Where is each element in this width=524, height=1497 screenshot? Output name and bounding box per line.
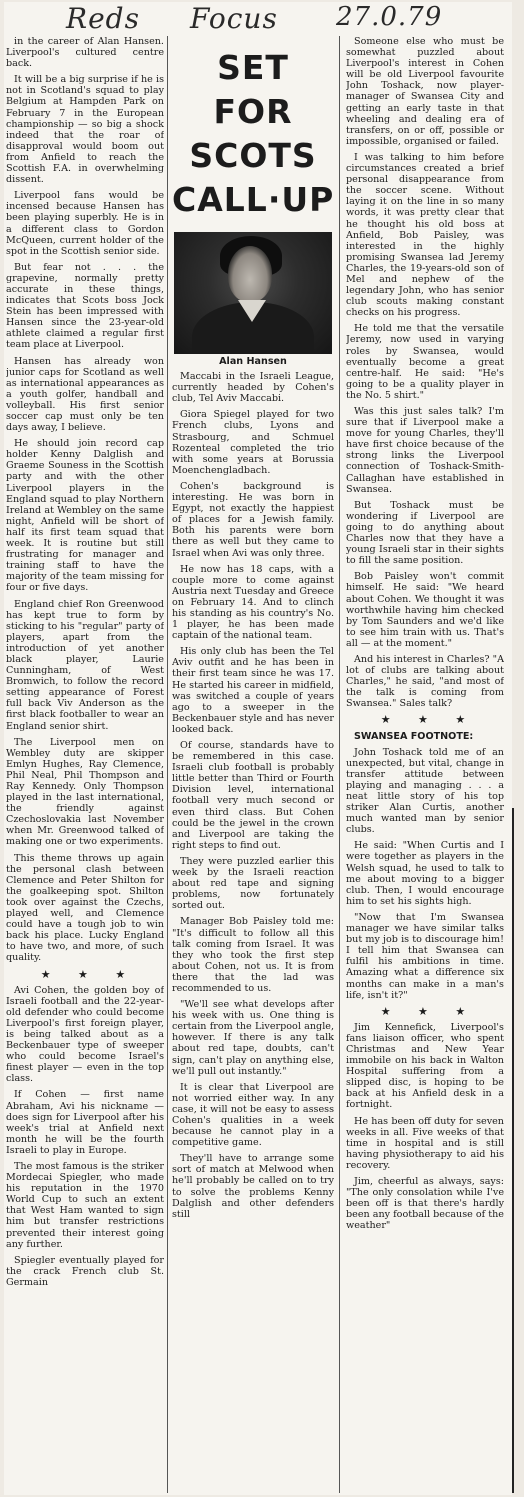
section-break-stars: ★ ★ ★ <box>380 713 478 727</box>
article-paragraph: He now has 18 caps, with a couple more to come against Austria next Tuesday and Greece on February 14. And to clinch his standing as his country's No. 1 player, he has been made captain of the national team. <box>172 563 334 642</box>
article-paragraph: Bob Paisley won't commit himself. He said: "We heard about Cohen. We thought it was worthwhile having him checked by Tom Saunders and we'd like to see him train with us. That's all — at the moment." <box>346 571 504 649</box>
article-headline <box>172 46 334 222</box>
column-rule <box>167 36 168 1493</box>
article-paragraph: The Liverpool men on Wembley duty are skipper Emlyn Hughes, Ray Clemence, Phil Neal, Phil Thompson and Ray Kennedy. Only Thompson played in the last international, the friendly against Czechoslovakia last November when Mr. Greenwood talked of making one or two experiments. <box>6 736 164 848</box>
article-paragraph: Jim, cheerful as always, says: "The only consolation while I've been off is that there's hardly been any football because of the weather" <box>346 1176 504 1232</box>
player-photo <box>174 232 332 354</box>
article-paragraph: If Cohen — first name Abraham, Avi his nickname — does sign for Liverpool after his week's trial at Anfield next month he will be the fourth Israeli to play in Europe. <box>6 1089 164 1156</box>
article-paragraph: England chief Ron Greenwood has kept true to form by sticking to his "regular" party of players, apart from the introduction of yet another black player, Laurie Cunningham, of West Bromwich, to follow the record setting appearance of Forest full back Viv Anderson as the first black footballer to wear an England senior shirt. <box>6 598 164 732</box>
article-paragraph: Spiegler eventually played for the crack French club St. Germain <box>6 1254 164 1288</box>
article-paragraph: He said: "When Curtis and I were together as players in the Welsh squad, he used to talk to me about moving to a bigger club. Then, I would encourage him to set his sights high. <box>346 840 504 907</box>
photo-caption: Alan Hansen <box>219 356 287 367</box>
article-paragraph: They were puzzled earlier this week by the Israeli reaction about red tape and signing problems, now fortunately sorted out. <box>172 855 334 912</box>
headline-line: CALL·UP <box>172 180 334 219</box>
article-paragraph: The most famous is the striker Mordecai Spiegler, who made his reputation in the 1970 World Cup to such an extent that West Ham wanted to sign him but transfer restrictions prevented their interest going any further. <box>6 1161 164 1250</box>
article-paragraph: Manager Bob Paisley told me: "It's difficult to follow all this talk coming from Israel. It was they who took the first step about Cohen, not us. It is from there that the lad was recommended to us. <box>172 916 334 994</box>
section-subhead: SWANSEA FOOTNOTE: <box>354 730 474 742</box>
article-paragraph: Liverpool fans would be incensed because Hansen has been playing superbly. He is in a different class to Gordon McQueen, current holder of the spot in the Scottish senior side. <box>6 190 164 257</box>
article-paragraph: But Toshack must be wondering if Liverpool are going to do anything about Charles now that they have a young Israeli star in their sights to fill the same position. <box>346 499 504 567</box>
article-paragraph: Giora Spiegel played for two French clubs, Lyons and Strasbourg, and Schmuel Rozenteal completed the trio with some years at Borussia Moenchengladbach. <box>172 409 334 476</box>
article-paragraph: Someone else who must be somewhat puzzled about Liverpool's interest in Cohen will be old Liverpool favourite John Toshack, now player-manager of Swansea City and getting an early taste in that wheeling and dealing era of transfers, on or off, possible or impossible, organised or failed. <box>346 36 504 147</box>
handwritten-note-focus: Focus <box>190 2 278 35</box>
article-paragraph: Jim Kennefick, Liverpool's fans liaison officer, who spent Christmas and New Year immobile on his back in Walton Hospital suffering from a slipped disc, is hoping to be back at his Anfield desk in a fortnight. <box>346 1021 504 1111</box>
section-break-stars: ★ ★ ★ <box>380 1004 478 1018</box>
article-paragraph: His only club has been the Tel Aviv outfit and he has been in their first team since he was 17. He started his career in midfield, was switched a couple of years ago to a sweeper in the Beckenbauer style and has never looked back. <box>172 646 334 735</box>
article-paragraph: John Toshack told me of an unexpected, but vital, change in transfer attitude between playing and managing . . . a neat little story of his top striker Alan Curtis, another much wanted man by senior clubs. <box>346 746 504 836</box>
article-paragraph: "Now that I'm Swansea manager we have similar talks but my job is to discourage him! I tell him that Swansea can fulfil his ambitions in time. Amazing what a difference six months can make in a man's life, isn't it?" <box>346 911 504 1001</box>
article-paragraph: He has been off duty for seven weeks in all. Five weeks of that time in hospital and is still having physiotherapy to aid his recovery. <box>346 1115 504 1171</box>
article-paragraph: It is clear that Liverpool are not worried either way. In any case, it will not be easy to assess Cohen's qualities in a week because he cannot play in a competitive game. <box>172 1081 334 1149</box>
article-paragraph: Of course, standards have to be remembered in this case. Israeli club football is probably little better than Third or Fourth Division level, international football very much second or even third class. But Cohen could be the jewel in the crown and Liverpool are taking the right steps to find out. <box>172 740 334 851</box>
article-paragraph: Avi Cohen, the golden boy of Israeli football and the 22-year-old defender who could become Liverpool's first foreign player, is being talked about as a Beckenbauer type of sweeper who could become Israel's finest player — even in the top class. <box>6 984 164 1085</box>
article-paragraph: This theme throws up again the personal clash between Clemence and Peter Shilton for the goalkeeping spot. Shilton took over against the Czechs, played well, and Clemence could have a tough job to win back his place. Lucky England to have two, and more, of such quality. <box>6 852 164 964</box>
article-paragraph: It will be a big surprise if he is not in Scotland's squad to play Belgium at Hampden Park on February 7 in the European championship — so big a shock indeed that the roar of disapproval would boom out from Anfield to reach the Scottish F.A. in overwhelming dissent. <box>6 74 164 186</box>
article-paragraph: in the career of Alan Hansen. Liverpool's cultured centre back. <box>6 36 164 70</box>
article-paragraph: I was talking to him before circumstances created a brief personal disappearance from the soccer scene. Without laying it on the line in so many words, it was pretty clear that he thought his old boss at Anfield, Bob Paisley, was interested in the highly promising Swansea lad Jeremy Charles, the 19-years-old son of Mel and nephew of the legendary John, who has senior club scouts making constant checks on his progress. <box>346 151 504 319</box>
article-paragraph: But fear not . . . the grapevine, normally pretty accurate in these things, indicates that Scots boss Jock Stein has been impressed with Hansen since the 23-year-old athlete claimed a regular first team place at Liverpool. <box>6 261 164 351</box>
headline-line: SCOTS <box>189 136 317 175</box>
headline-line: SET FOR <box>213 48 293 131</box>
section-break-stars: ★ ★ ★ <box>40 967 138 981</box>
article-column-1 <box>6 36 164 1491</box>
article-paragraph: And his interest in Charles? "A lot of clubs are talking about Charles," he said, "and most of the talk is coming from Swansea." Sales talk? <box>346 653 504 710</box>
article-paragraph: Was this just sales talk? I'm sure that if Liverpool make a move for young Charles, they'll have first choice because of the strong links the Liverpool connection of Toshack-Smith-Callaghan have established in Swansea. <box>346 406 504 495</box>
article-paragraph: Maccabi in the Israeli League, currently headed by Cohen's club, Tel Aviv Maccabi. <box>172 371 334 405</box>
handwritten-note-reds: Reds <box>66 2 140 35</box>
article-paragraph: He should join record cap holder Kenny Dalglish and Graeme Souness in the Scottish party and with the other Liverpool players in the England squad to play Northern Ireland at Wembley on the same night, Anfield will be short of half its first team squad that week. It is routine but still frustrating for manager and training staff to have the majority of the team missing for four or five days. <box>6 438 164 594</box>
article-paragraph: He told me that the versatile Jeremy, now used in varying roles by Swansea, would eventually become a great centre-half. He said: "He's going to be a quality player in the No. 5 shirt." <box>346 323 504 401</box>
article-paragraph: Cohen's background is interesting. He was born in Egypt, not exactly the happiest of places for a Jewish family. Both his parents were born there as well but they came to Israel when Avi was only three. <box>172 480 334 559</box>
column-rule <box>339 36 340 1493</box>
handwritten-note-date: 27.0.79 <box>336 2 443 32</box>
column-rule <box>512 808 514 1493</box>
article-column-3 <box>346 36 504 1491</box>
article-column-2 <box>172 36 334 1491</box>
article-paragraph: "We'll see what develops after his week with us. One thing is certain from the Liverpool angle, however. If there is any talk about red tape, doubts, can't sign, can't play on anything else, we'll pull out instantly." <box>172 999 334 1077</box>
article-paragraph: Hansen has already won junior caps for Scotland as well as international appearances as a youth golfer, handball and volleyball. His first senior soccer cap must only be ten days away, I believe. <box>6 355 164 434</box>
article-paragraph: They'll have to arrange some sort of match at Melwood when he'll probably be called on to try to solve the problems Kenny Dalglish and other defenders still <box>172 1153 334 1220</box>
